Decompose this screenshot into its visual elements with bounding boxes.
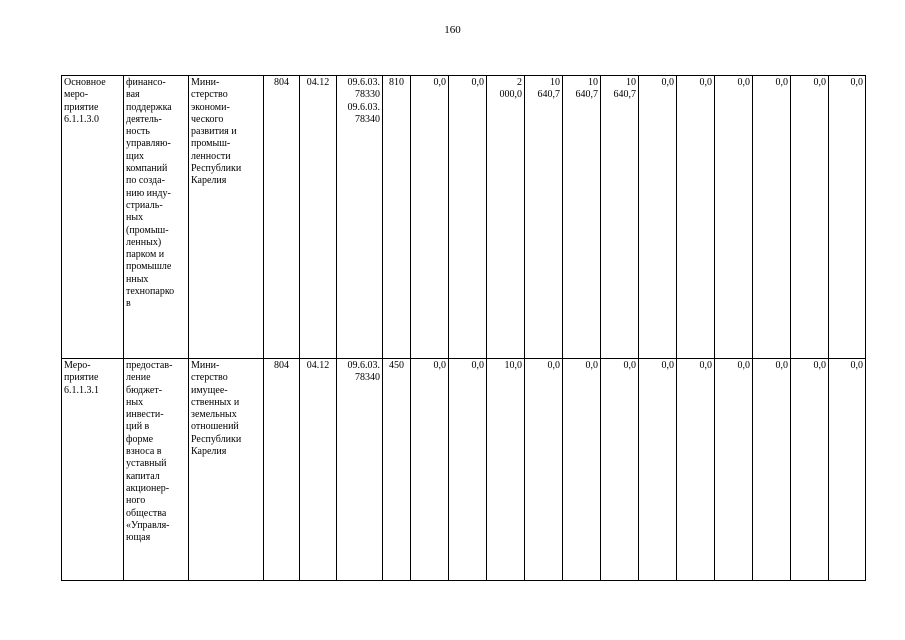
budget-table — [61, 75, 866, 581]
cell-line: промышле — [126, 261, 172, 273]
value-cell — [601, 359, 639, 581]
value-cell — [829, 359, 866, 581]
cell-line: приятие — [64, 372, 99, 384]
cell-line: 0,0 — [661, 77, 674, 88]
cell-line: технопарко — [126, 286, 175, 298]
cell-line: ленности — [191, 150, 231, 162]
cell-line: 0,0 — [623, 360, 636, 371]
item-cell — [62, 76, 124, 359]
cell-line: 0,0 — [775, 77, 788, 88]
cell-line: капитал — [126, 470, 160, 482]
cell-line: 78340 — [355, 372, 380, 384]
cell-line: поддержка — [126, 101, 172, 113]
cell-line: 000,0 — [499, 89, 522, 101]
cell-line: форме — [126, 433, 154, 445]
cell-line: стерство — [191, 372, 228, 384]
value-cell — [753, 359, 791, 581]
cell-line: промыш- — [191, 138, 231, 150]
cell-line: экономи- — [191, 101, 230, 113]
cell-line: 640,7 — [537, 89, 560, 101]
cell-line: меро- — [64, 89, 89, 101]
cell-line: 0,0 — [813, 360, 826, 371]
expense-type-cell — [383, 359, 411, 581]
agency-cell — [189, 359, 264, 581]
grbs-cell — [264, 76, 300, 359]
cell-line: 0,0 — [699, 360, 712, 371]
cell-line: ного — [126, 495, 146, 507]
cell-line: в — [126, 298, 131, 310]
cell-line: 640,7 — [575, 89, 598, 101]
cell-line: имущее- — [191, 384, 228, 396]
cell-line: деятель- — [126, 113, 162, 125]
table-row — [62, 76, 866, 359]
cell-line: ческого — [191, 113, 224, 125]
cell-line: 0,0 — [775, 360, 788, 371]
section-cell — [300, 76, 337, 359]
page-number: 160 — [444, 24, 461, 36]
cell-line: ных — [126, 396, 144, 408]
cell-line: компаний — [126, 163, 168, 175]
cell-line: ленных) — [126, 236, 162, 248]
cell-line: 0,0 — [433, 77, 446, 88]
cell-line: 640,7 — [613, 89, 636, 101]
value-cell — [525, 76, 563, 359]
cell-line: Меро- — [64, 360, 91, 371]
cell-line: 0,0 — [585, 360, 598, 371]
cell-line: общества — [126, 507, 167, 519]
cell-line: 0,0 — [737, 360, 750, 371]
cell-line: вая — [126, 89, 140, 101]
cell-line: 09.6.03. — [347, 360, 380, 371]
cell-line: Мини- — [191, 360, 220, 371]
expense-type-cell — [383, 76, 411, 359]
cell-line: «Управля- — [126, 519, 170, 531]
cell-line: ственных и — [191, 396, 240, 408]
cell-line: 2 — [517, 77, 522, 88]
cell-line: 10 — [626, 77, 636, 88]
cell-line: 0,0 — [850, 360, 863, 371]
cell-line: 810 — [389, 77, 404, 88]
table-row — [62, 359, 866, 581]
cell-line: Карелия — [191, 446, 227, 458]
cell-line: 0,0 — [661, 360, 674, 371]
value-cell — [715, 76, 753, 359]
description-cell — [124, 76, 189, 359]
cell-line: 804 — [274, 77, 289, 88]
cell-line: взноса в — [126, 446, 162, 458]
value-cell — [563, 359, 601, 581]
item-cell — [62, 359, 124, 581]
cell-line: отношений — [191, 421, 239, 433]
cell-line: щих — [126, 150, 145, 162]
cell-line: по созда- — [126, 175, 165, 187]
value-cell — [829, 76, 866, 359]
value-cell — [525, 359, 563, 581]
target-cell — [337, 76, 383, 359]
cell-line: 04.12 — [306, 77, 330, 88]
cell-line: 0,0 — [699, 77, 712, 88]
cell-line: ных — [126, 212, 144, 224]
cell-line: 6.1.1.3.1 — [64, 384, 99, 396]
value-cell — [411, 359, 449, 581]
cell-line: нных — [126, 273, 149, 285]
value-cell — [449, 76, 487, 359]
cell-line: 0,0 — [471, 77, 484, 88]
cell-line: парком и — [126, 249, 165, 261]
value-cell — [639, 76, 677, 359]
cell-line: стриаль- — [126, 199, 163, 211]
cell-line: 0,0 — [547, 360, 560, 371]
cell-line: 78330 — [355, 89, 380, 101]
cell-line: 6.1.1.3.0 — [64, 113, 99, 125]
cell-line: 78340 — [355, 113, 380, 125]
value-cell — [449, 359, 487, 581]
cell-line: Республики — [191, 163, 242, 175]
cell-line: 0,0 — [471, 360, 484, 371]
value-cell — [715, 359, 753, 581]
cell-line: ций в — [126, 421, 150, 433]
target-cell — [337, 359, 383, 581]
value-cell — [487, 359, 525, 581]
cell-line: 804 — [274, 360, 289, 371]
value-cell — [639, 359, 677, 581]
value-cell — [487, 76, 525, 359]
cell-line: стерство — [191, 89, 228, 101]
value-cell — [677, 76, 715, 359]
cell-line: 450 — [389, 360, 404, 371]
cell-line: бюджет- — [126, 384, 163, 396]
section-cell — [300, 359, 337, 581]
cell-line: акционер- — [126, 482, 170, 494]
cell-line: земельных — [191, 409, 237, 421]
cell-line: ление — [126, 372, 151, 384]
cell-line: (промыш- — [126, 224, 169, 236]
cell-line: Карелия — [191, 175, 227, 187]
agency-cell — [189, 76, 264, 359]
cell-line: инвести- — [126, 409, 164, 421]
cell-line: Мини- — [191, 77, 220, 88]
cell-line: 0,0 — [813, 77, 826, 88]
cell-line: уставный — [126, 458, 167, 470]
cell-line: 09.6.03. — [347, 101, 380, 113]
value-cell — [791, 359, 829, 581]
value-cell — [791, 76, 829, 359]
cell-line: управляю- — [126, 138, 171, 150]
cell-line: нию инду- — [126, 187, 171, 199]
cell-line: Основное — [64, 77, 106, 88]
cell-line: 10 — [588, 77, 598, 88]
cell-line: 04.12 — [306, 360, 330, 371]
value-cell — [677, 359, 715, 581]
description-cell — [124, 359, 189, 581]
cell-line: 0,0 — [737, 77, 750, 88]
cell-line: 10 — [550, 77, 560, 88]
cell-line: приятие — [64, 101, 99, 113]
cell-line: предостав- — [126, 360, 173, 371]
cell-line: развития и — [191, 126, 237, 138]
cell-line: 10,0 — [504, 360, 522, 371]
cell-line: ность — [126, 126, 150, 138]
cell-line: ющая — [126, 532, 151, 544]
value-cell — [563, 76, 601, 359]
value-cell — [411, 76, 449, 359]
grbs-cell — [264, 359, 300, 581]
value-cell — [753, 76, 791, 359]
cell-line: 0,0 — [433, 360, 446, 371]
cell-line: 0,0 — [850, 77, 863, 88]
cell-line: 09.6.03. — [347, 77, 380, 88]
cell-line: Республики — [191, 433, 242, 445]
value-cell — [601, 76, 639, 359]
cell-line: финансо- — [126, 77, 166, 88]
